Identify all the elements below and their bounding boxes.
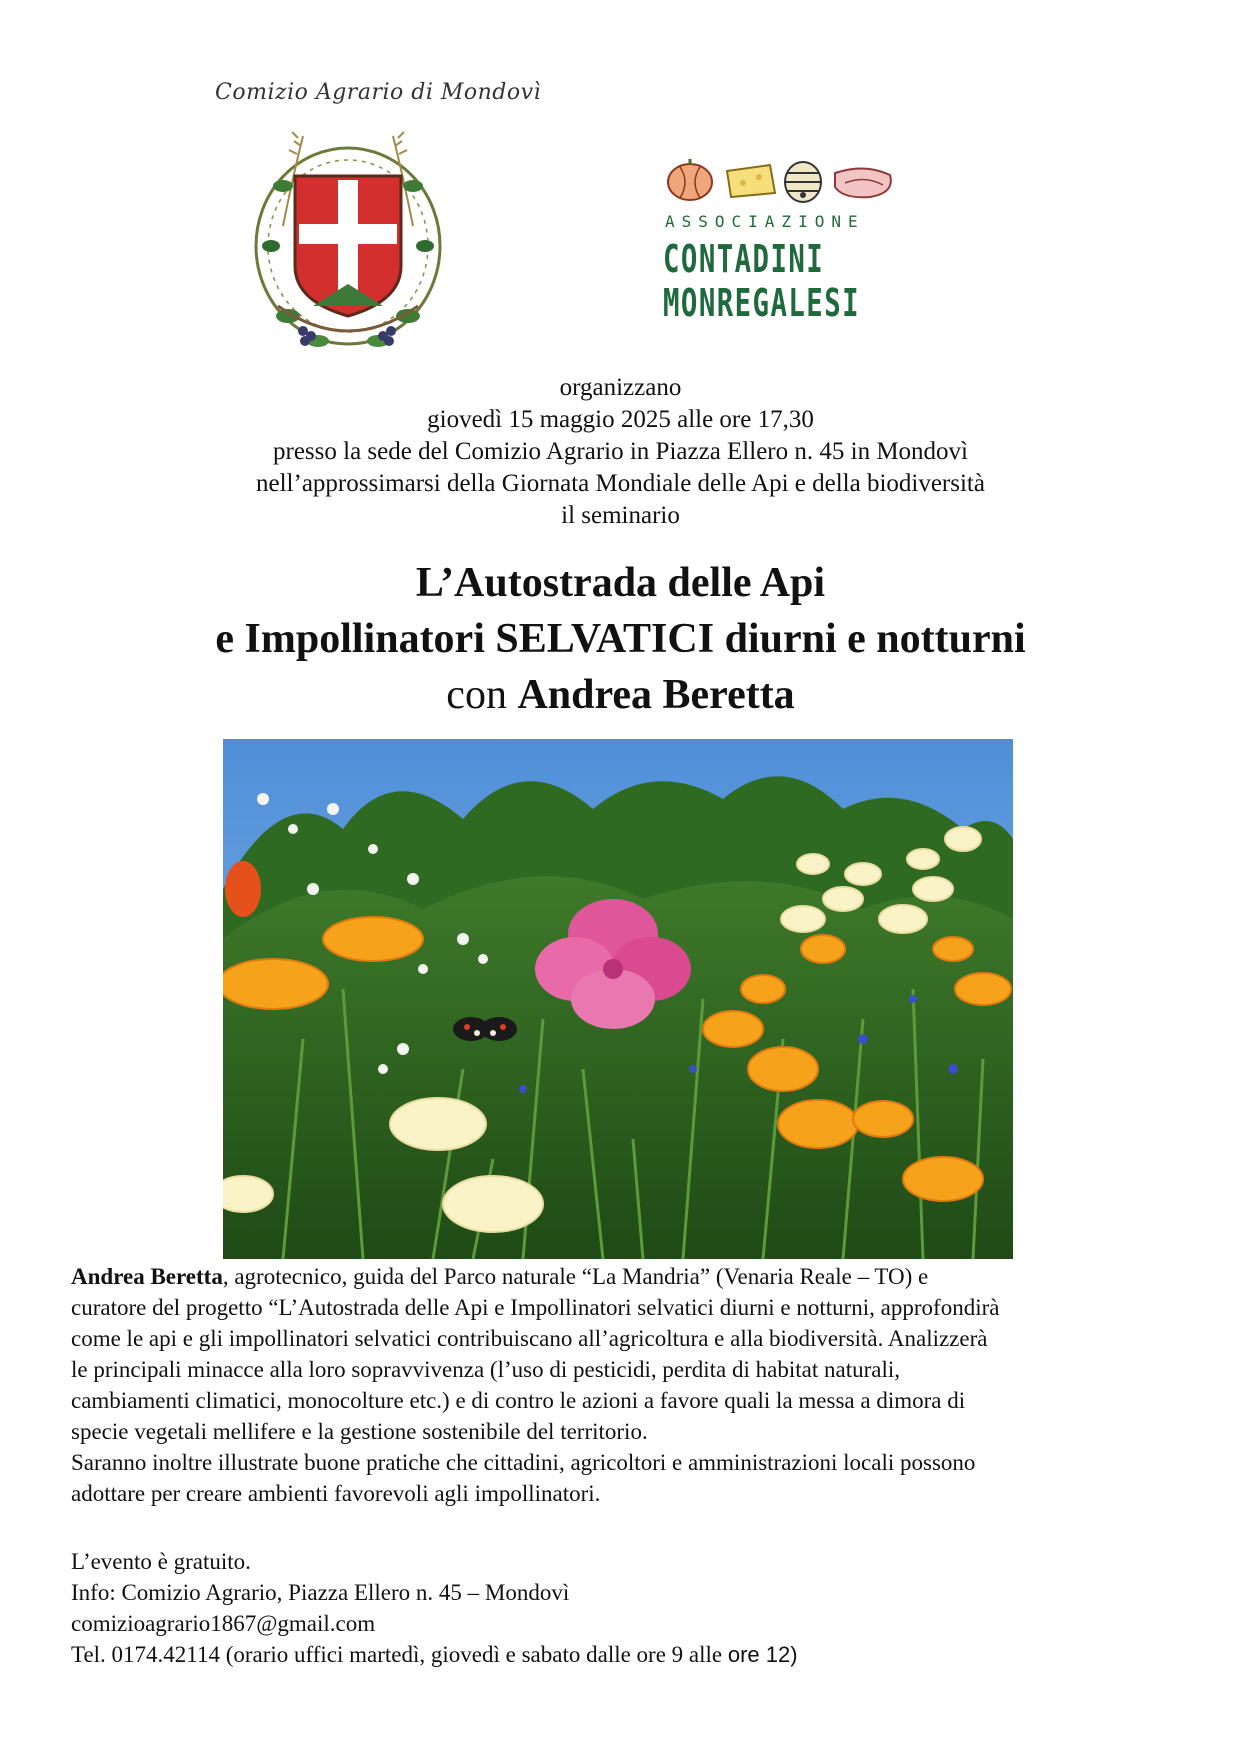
assoc-logo-line1: ASSOCIAZIONE: [665, 212, 865, 231]
speaker-description: [71, 1261, 1181, 1509]
body-line-2: curatore del progetto “L’Autostrada delle Api e Impollinatori selvatici diurni e notturni, approfondirà: [71, 1295, 1000, 1320]
body-line-1: [71, 1261, 1181, 1292]
body-line-7: Saranno inoltre illustrate buone pratiche che cittadini, agricoltori e amministrazioni locali possono: [71, 1450, 976, 1475]
free-event: L’evento è gratuito.: [71, 1549, 251, 1574]
comizio-agrario-logo: [205, 76, 542, 376]
farm-products-icon: [665, 155, 895, 205]
comizio-crest-icon: [243, 116, 453, 366]
assoc-logo-line2: CONTADINI: [663, 237, 825, 281]
title-con: con: [446, 672, 518, 718]
assoc-logo-line3: MONREGALESI: [663, 281, 861, 325]
body-line-8: adottare per creare ambienti favorevoli agli impollinatori.: [71, 1481, 601, 1506]
title-line3: [0, 667, 1241, 723]
contact-phone: [71, 1639, 1181, 1670]
wildflower-photo: [223, 739, 1013, 1259]
body-line-3: come le api e gli impollinatori selvatici contribuiscano all’agricoltura e alla biodiversità. Analizzerà: [71, 1326, 988, 1351]
intro-location: presso la sede del Comizio Agrario in Piazza Ellero n. 45 in Mondovì: [273, 438, 968, 465]
comizio-logo-title: Comizio Agrario di Mondovì: [215, 80, 542, 105]
intro-organizzano: organizzano: [559, 374, 682, 401]
info-address: Info: Comizio Agrario, Piazza Ellero n. 45 – Mondovì: [71, 1580, 570, 1605]
seminar-title: [0, 555, 1241, 723]
event-info: [71, 1546, 1181, 1670]
wildflower-meadow-image: [223, 739, 1013, 1259]
contact-email[interactable]: comizioagrario1867@gmail.com: [71, 1611, 376, 1636]
body-line-4: le principali minacce alla loro sopravvivenza (l’uso di pesticidi, perdita di habitat naturali,: [71, 1357, 900, 1382]
intro-seminario: il seminario: [561, 502, 680, 529]
intro-date: giovedì 15 maggio 2025 alle ore 17,30: [427, 406, 814, 433]
associazione-contadini-logo: [655, 105, 905, 370]
intro-block: [0, 372, 1241, 532]
intro-occasion: nell’approssimarsi della Giornata Mondiale delle Api e della biodiversità: [256, 470, 985, 497]
phone-text: Tel. 0174.42114 (orario uffici martedì, giovedì e sabato dalle ore 9 alle: [71, 1642, 728, 1667]
body-line-1-rest: , agrotecnico, guida del Parco naturale “La Mandria” (Venaria Reale – TO) e: [222, 1264, 929, 1289]
body-line-6: specie vegetali mellifere e la gestione sostenibile del territorio.: [71, 1419, 648, 1444]
speaker-name: Andrea Beretta: [71, 1264, 223, 1289]
body-line-5: cambiamenti climatici, monocolture etc.) e di contro le azioni a favore quali la messa a dimora di: [71, 1388, 966, 1413]
phone-hours-end: ore 12): [727, 1642, 798, 1667]
title-line1: L’Autostrada delle Api: [415, 560, 826, 606]
title-speaker: Andrea Beretta: [517, 672, 795, 718]
title-line2: e Impollinatori SELVATICI diurni e notturni: [215, 616, 1026, 662]
